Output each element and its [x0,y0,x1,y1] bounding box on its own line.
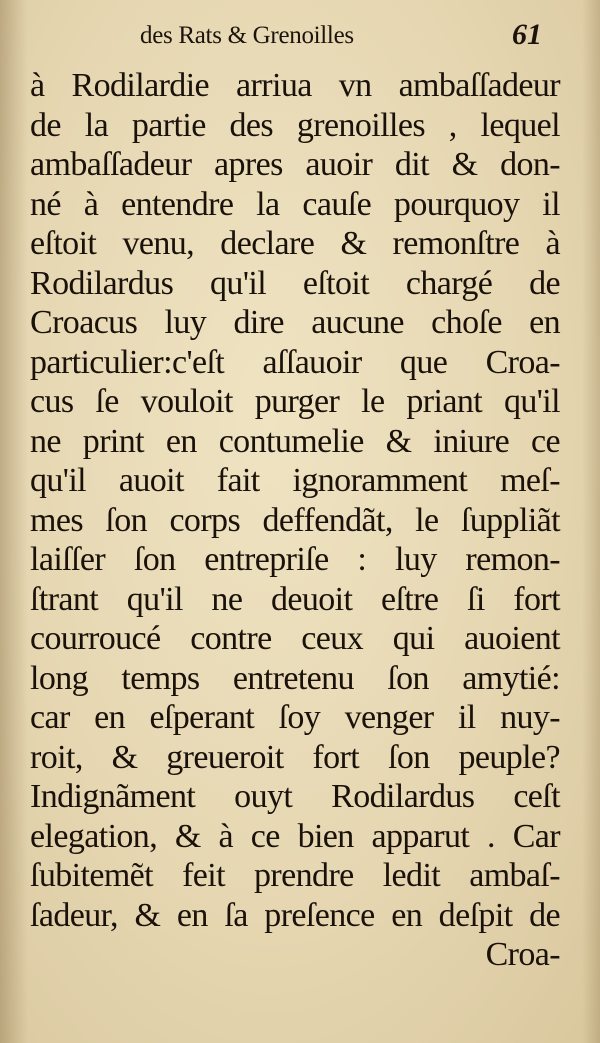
text-line: particulier:c'eſt aſſauoir que Croa- [30,343,560,381]
text-line: de la partie des grenoilles , lequel [30,106,560,144]
text-line: qu'il auoit fait ignoramment meſ- [30,462,560,499]
catchword: Croa- [485,936,560,973]
text-line: né à entendre la cauſe pourquoy il [30,185,560,223]
text-line: roit, & greueroit fort ſon peuple? [30,738,560,776]
text-line: courroucé contre ceux qui auoient [30,620,560,657]
text-line: ſadeur, & en ſa preſence en deſpit de [30,896,560,934]
text-line: ambaſſadeur apres auoir dit & don- [30,146,560,183]
text-line: Indignãment ouyt Rodilardus ceſt [30,778,560,815]
text-line: ne print en contumelie & iniure ce [30,422,560,460]
text-line: ſtrant qu'il ne deuoit eſtre ſi fort [30,580,560,618]
text-line: cus ſe vouloit purger le priant qu'il [30,383,560,420]
text-line: car en eſperant ſoy venger il nuy- [30,699,560,736]
text-line: laiſſer ſon entrepriſe : luy remon- [30,541,560,578]
running-title: des Rats & Grenoilles [140,22,354,49]
body-text [30,66,560,975]
ink-bleed-through [180,955,440,1015]
text-line: ſubitemẽt feit prendre ledit ambaſ- [30,857,560,894]
running-head [0,16,600,56]
text-line: long temps entretenu ſon amytié: [30,659,560,697]
text-line: Croacus luy dire aucune choſe en [30,304,560,341]
text-line: à Rodilardie arriua vn ambaſſadeur [30,67,560,104]
text-line: mes ſon corps deffendãt, le ſuppliãt [30,501,560,539]
text-line: Rodilardus qu'il eſtoit chargé de [30,264,560,302]
text-line: eſtoit venu, declare & remonſtre à [30,225,560,262]
text-line: elegation, & à ce bien apparut . Car [30,817,560,855]
page-number: 61 [512,18,542,51]
